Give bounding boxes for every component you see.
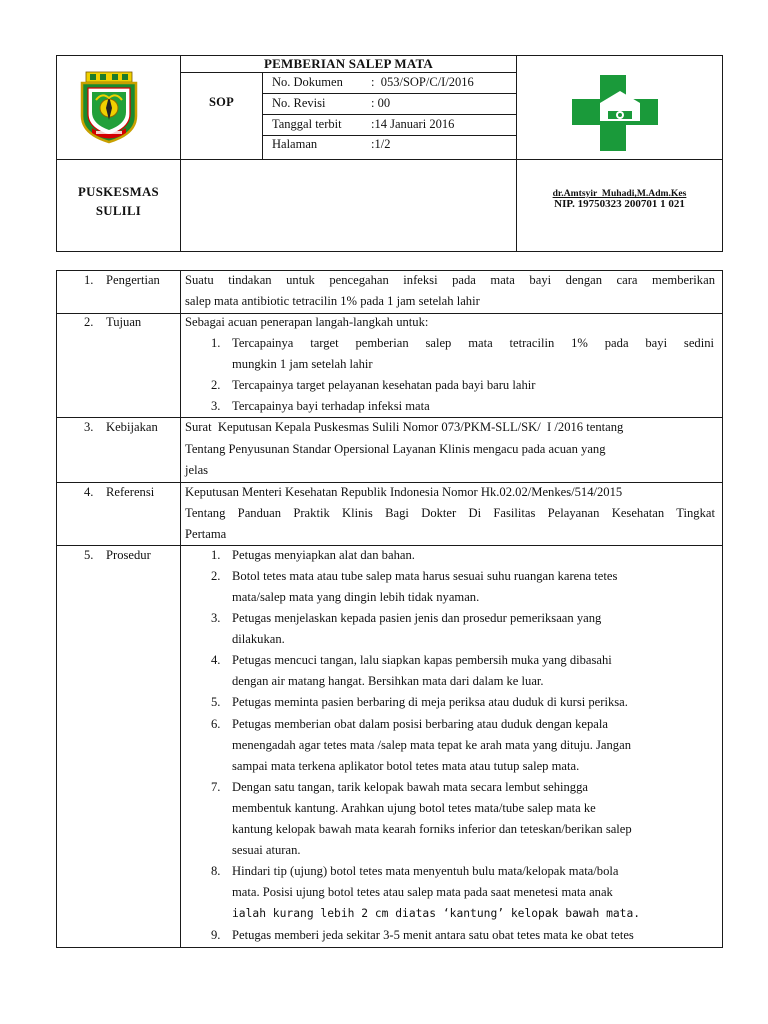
section-label: Tujuan <box>106 315 142 329</box>
step-number: 2. <box>211 569 221 583</box>
list-number: 2. <box>211 378 221 392</box>
meta-value-revision: : 00 <box>371 96 391 110</box>
step-text: Petugas menyiapkan alat dan bahan. <box>232 548 415 562</box>
section-number: 2. <box>84 315 94 329</box>
step-number: 8. <box>211 864 221 878</box>
section-text-line: Tentang Penyusunan Standar Opersional Layanan Klinis mengacu pada acuan yang <box>185 442 606 456</box>
section-number: 5. <box>84 548 94 562</box>
org-name-line2: SULILI <box>95 204 142 218</box>
meta-label-revision: No. Revisi <box>272 96 326 110</box>
meta-value-page: :1/2 <box>371 137 391 151</box>
step-text: Petugas memberian obat dalam posisi berbaring atau duduk dengan kepala <box>232 717 608 731</box>
step-text: dilakukan. <box>232 632 285 646</box>
step-text: menengadah agar tetes mata /salep mata tepat ke arah mata yang dituju. Jangan <box>232 738 631 752</box>
section-text-line: salep mata antibiotic tetracilin 1% pada 1 jam setelah lahir <box>185 294 480 308</box>
step-text: ialah kurang lebih 2 cm diatas ‘kantung’ kelopak bawah mata. <box>232 907 641 920</box>
step-text: kantung kelopak bawah mata kearah forniks inferior dan teteskan/berikan salep <box>232 822 632 836</box>
signer-nip: NIP. 19750323 200701 1 021 <box>554 198 685 210</box>
step-text: Petugas mencuci tangan, lalu siapkan kapas pembersih muka yang dibasahi <box>232 653 612 667</box>
meta-label-issue-date: Tanggal terbit <box>272 117 342 131</box>
list-number: 1. <box>211 336 221 350</box>
step-text: Petugas menjelaskan kepada pasien jenis dan prosedur pemeriksaan yang <box>232 611 602 625</box>
step-text: mata. Posisi ujung botol tetes atau salep mata pada saat menetesi mata anak <box>232 885 613 899</box>
step-text: Hindari tip (ujung) botol tetes mata menyentuh bulu mata/kelopak mata/bola <box>232 864 619 878</box>
step-number: 6. <box>211 717 221 731</box>
section-label: Pengertian <box>106 273 160 287</box>
section-number: 1. <box>84 273 94 287</box>
step-number: 5. <box>211 695 221 709</box>
list-item-text: Tercapainya bayi terhadap infeksi mata <box>232 399 430 413</box>
step-text: sampai mata terkena aplikator botol tetes mata atau tutup salep mata. <box>232 759 580 773</box>
meta-value-doc-no: : 053/SOP/C/I/2016 <box>371 75 474 89</box>
step-number: 3. <box>211 611 221 625</box>
section-label: Kebijakan <box>106 420 158 434</box>
section-text-line: Tentang Panduan Praktik Klinis Bagi Dokter Di Fasilitas Pelayanan Kesehatan Tingkat <box>185 506 715 520</box>
section-text-line: Keputusan Menteri Kesehatan Republik Indonesia Nomor Hk.02.02/Menkes/514/2015 <box>185 485 623 499</box>
signer-name: dr.Amtsyir Muhadi,M.Adm.Kes <box>552 188 687 199</box>
section-text-line: Suatu tindakan untuk pencegahan infeksi pada mata bayi dengan cara memberikan <box>185 273 715 287</box>
section-label: Prosedur <box>106 548 151 562</box>
list-item-text: Tercapainya target pemberian salep mata tetracilin 1% pada bayi sedini <box>232 336 714 350</box>
step-number: 7. <box>211 780 221 794</box>
step-text: Botol tetes mata atau tube salep mata harus sesuai suhu ruangan karena tetes <box>232 569 618 583</box>
section-number: 3. <box>84 420 94 434</box>
step-text: sesuai aturan. <box>232 843 301 857</box>
section-intro: Sebagai acuan penerapan langah-langkah untuk: <box>185 315 429 329</box>
list-item-text: mungkin 1 jam setelah lahir <box>232 357 373 371</box>
step-text: Petugas memberi jeda sekitar 3-5 menit antara satu obat tetes mata ke obat tetes <box>232 928 634 942</box>
puskesmas-cross-logo <box>570 73 660 153</box>
meta-label-doc-no: No. Dokumen <box>272 75 343 89</box>
section-text-line: Surat Keputusan Kepala Puskesmas Sulili Nomor 073/PKM-SLL/SK/ I /2016 tentang <box>185 420 624 434</box>
step-number: 1. <box>211 548 221 562</box>
sop-label: SOP <box>209 95 234 109</box>
step-text: Petugas meminta pasien berbaring di meja periksa atau duduk di kursi periksa. <box>232 695 628 709</box>
document-title: PEMBERIAN SALEP MATA <box>264 56 433 71</box>
step-text: mata/salep mata yang dingin lebih tidak nyaman. <box>232 590 480 604</box>
step-text: dengan air matang hangat. Bersihkan mata dari dalam ke luar. <box>232 674 544 688</box>
meta-label-page: Halaman <box>272 137 318 151</box>
step-text: membentuk kantung. Arahkan ujung botol tetes mata/tube salep mata ke <box>232 801 596 815</box>
section-text-line: Pertama <box>185 527 227 541</box>
section-number: 4. <box>84 485 94 499</box>
meta-value-issue-date: :14 Januari 2016 <box>371 117 455 131</box>
list-item-text: Tercapainya target pelayanan kesehatan pada bayi baru lahir <box>232 378 536 392</box>
list-number: 3. <box>211 399 221 413</box>
step-number: 4. <box>211 653 221 667</box>
section-label: Referensi <box>106 485 155 499</box>
org-name-line1: PUSKESMAS <box>78 185 159 199</box>
step-text: Dengan satu tangan, tarik kelopak bawah mata secara lembut sehingga <box>232 780 588 794</box>
section-text-line: jelas <box>185 463 209 477</box>
regency-crest-logo <box>78 70 140 144</box>
step-number: 9. <box>211 928 221 942</box>
